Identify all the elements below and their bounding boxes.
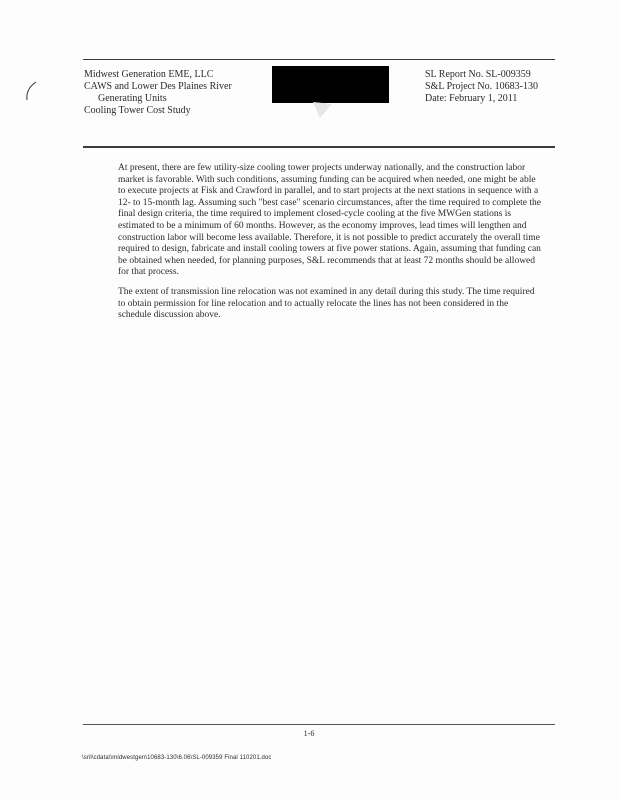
logo-fragment [312,100,334,120]
margin-pen-mark [24,80,38,102]
header-company: Midwest Generation EME, LLC [84,69,214,80]
body-paragraph: The extent of transmission line relocation was not examined in any detail during this study. The time required to obtain permission for line relocation and to actually relocate the lines has not been considered in the schedule discussion above. [118,286,535,321]
header-right-block [425,69,538,105]
redacted-logo-block [272,66,389,103]
body-text [118,163,543,330]
footer-rule [83,724,555,725]
header-project-line1: CAWS and Lower Des Plaines River [84,81,232,92]
header-report-number: SL Report No. SL-009359 [425,69,531,80]
header-project-number: S&L Project No. 10683-130 [425,81,538,92]
footer-file-path: \sril\cdata\\midwestgen\10683-130\6.06\SL-009359 Final 110201.doc [82,755,272,761]
header-study-title: Cooling Tower Cost Study [84,105,191,116]
page-number: 1-6 [303,729,315,738]
header-left-block [84,69,232,117]
header-date: Date: February 1, 2011 [425,93,518,104]
body-paragraph: At present, there are few utility-size cooling tower projects underway nationally, and the construction labor market is favorable. With such conditions, assuming funding can be acquired when needed, one might be able to execute projects at Fisk and Crawford in parallel, and to start projects at the next stations in sequence with a 12- to 15-month lag. Assuming such "best case" scenario circumstances, after the time required to complete the final design criteria, the time required to implement closed-cycle cooling at the five MWGen stations is estimated to be a minimum of 60 months. However, as the economy improves, lead times will lengthen and construction labor will become less available. Therefore, it is not possible to predict accurately the overall time required to design, fabricate and install cooling towers at five power stations. Again, assuming that funding can be obtained when needed, for planning purposes, S&L recommends that at least 72 months should be allowed for that process. [118,163,541,278]
header-project-line2: Generating Units [98,93,167,104]
header-bottom-rule [83,146,555,148]
header-top-rule [83,59,555,60]
